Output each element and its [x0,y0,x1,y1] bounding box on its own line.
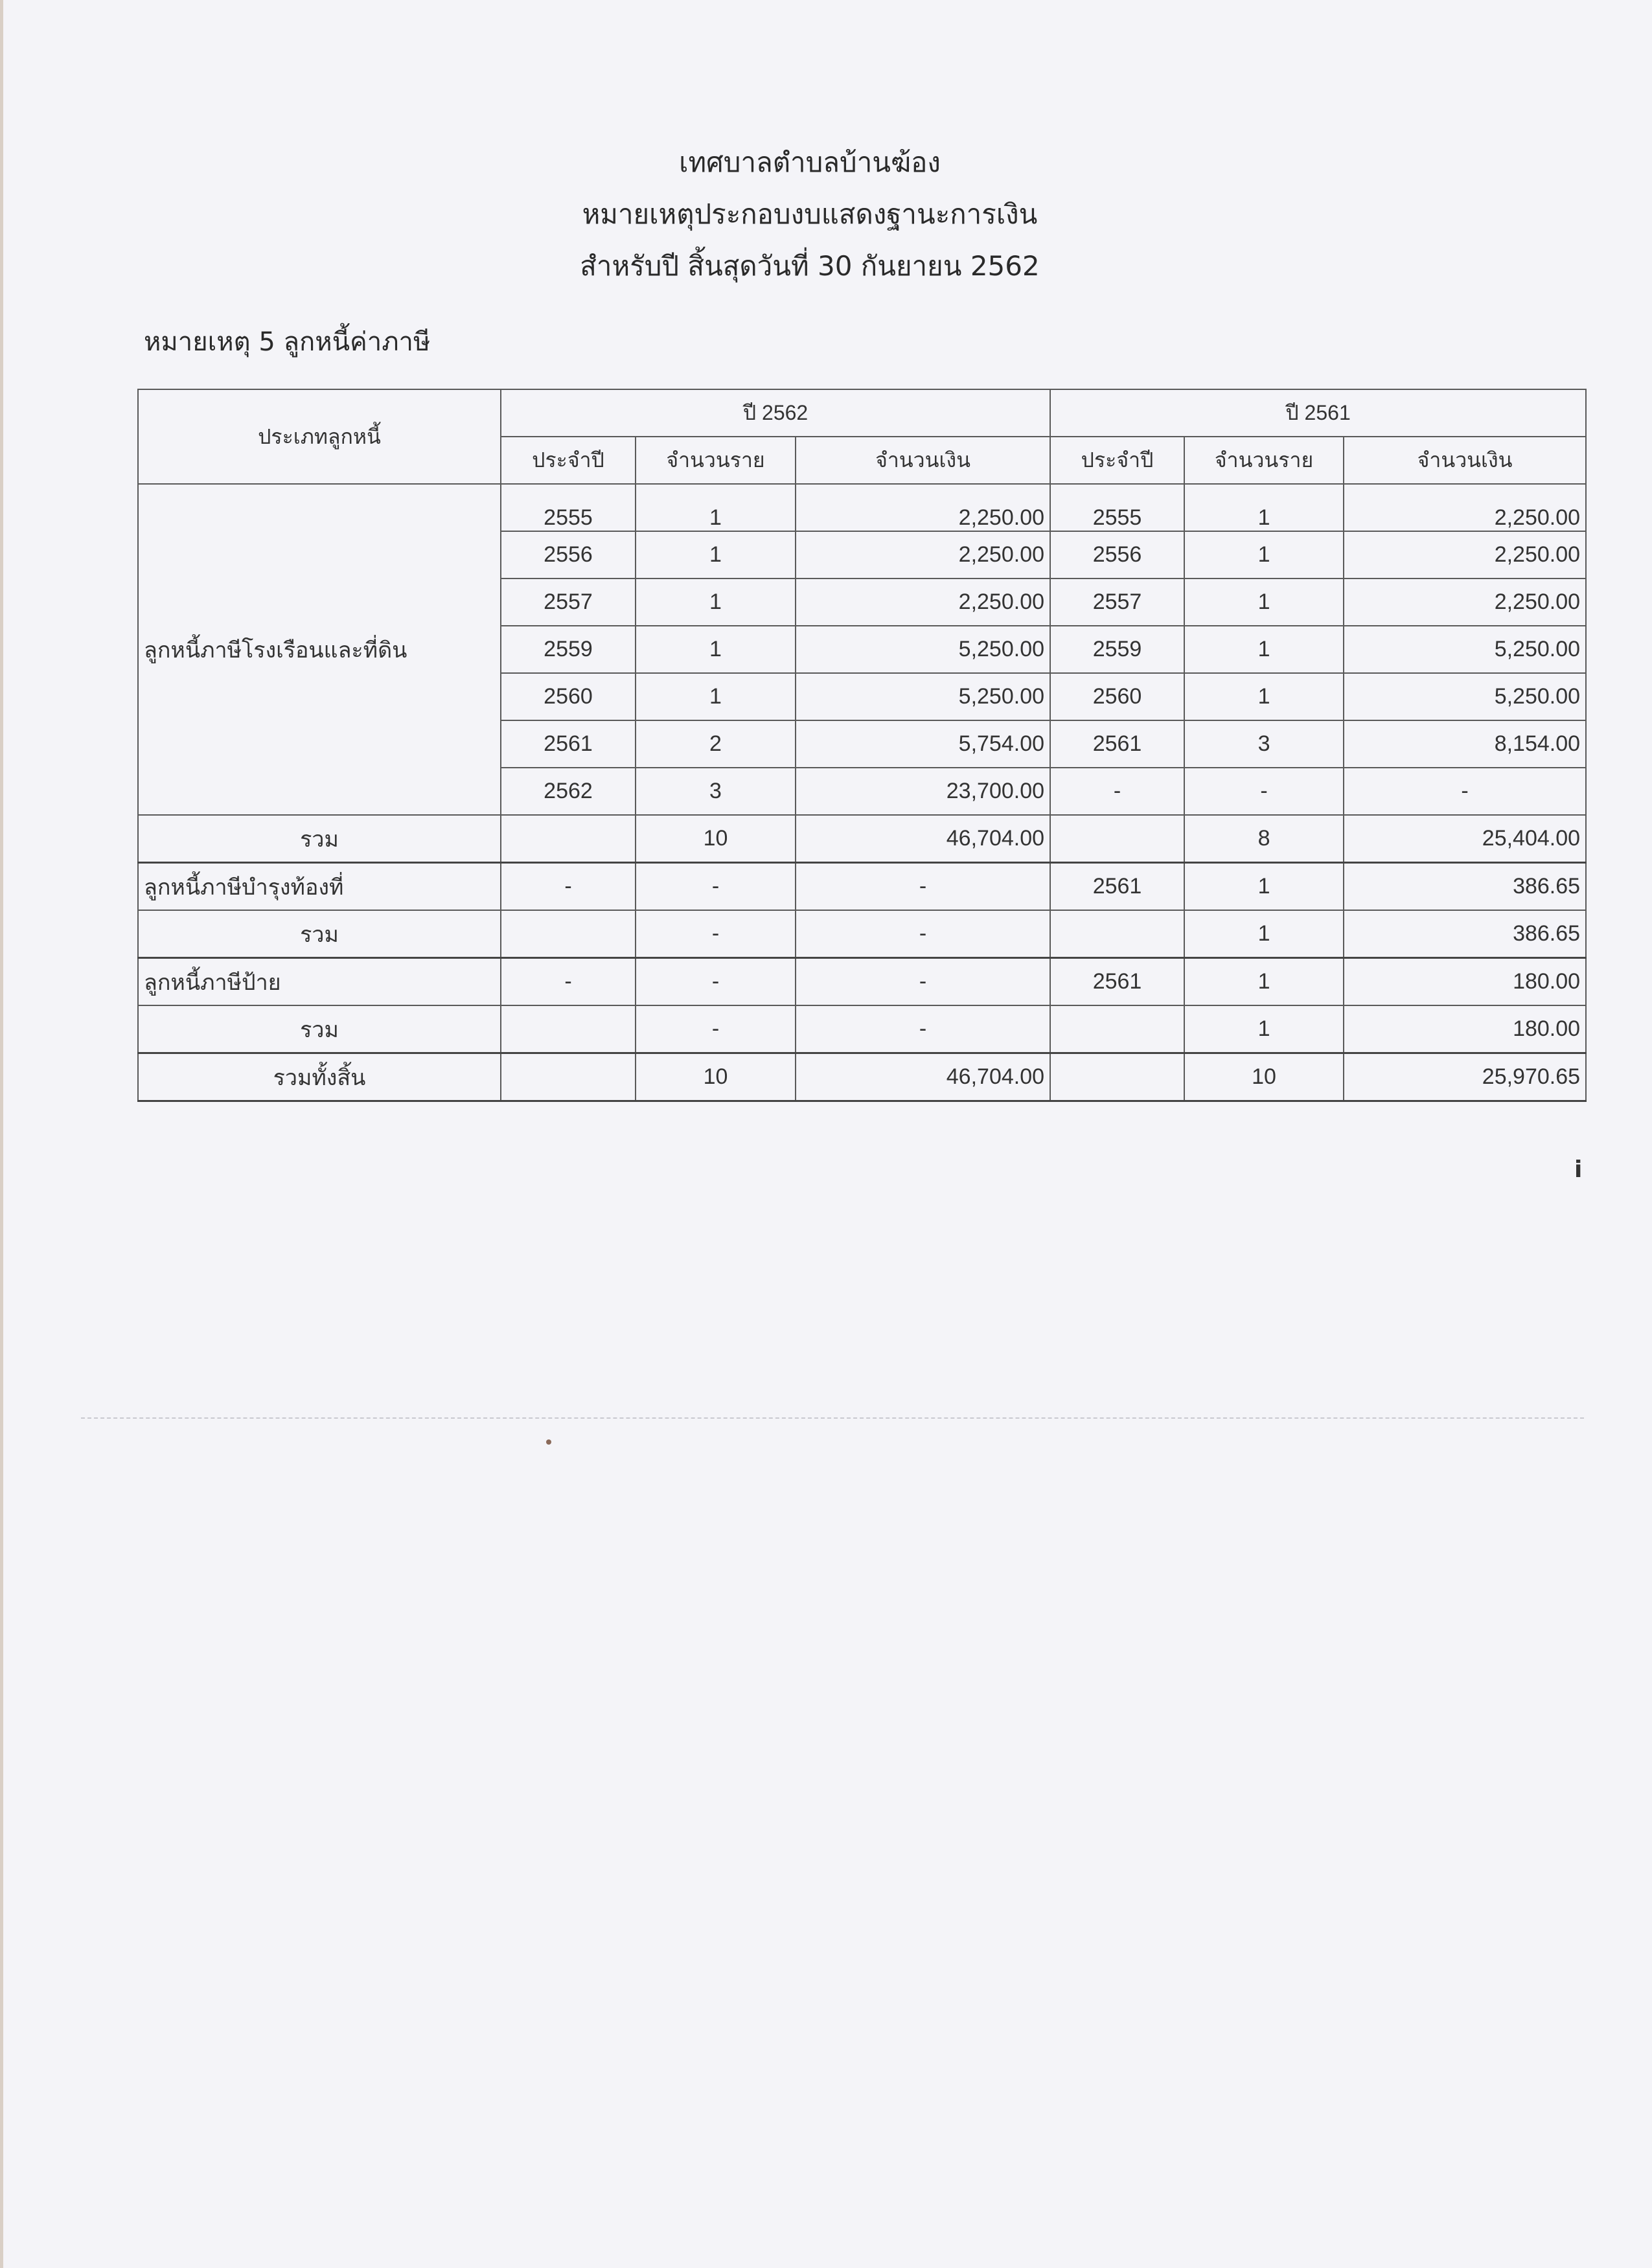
cell-year [1050,815,1184,863]
cell-year: 2560 [501,673,636,720]
house-land-tax-label: ลูกหนี้ภาษีโรงเรือนและที่ดิน [138,484,501,815]
cell-amount: 180.00 [1344,1005,1586,1053]
header-debtor-type: ประเภทลูกหนี้ [138,389,501,484]
cell-year: 2561 [501,720,636,768]
local-maintenance-tax-label: ลูกหนี้ภาษีบำรุงท้องที่ [138,863,501,911]
subtotal-row [138,910,1586,958]
cell-count: 10 [636,815,796,863]
cell-count: 10 [1184,1053,1344,1101]
cell-year: 2559 [1050,626,1184,673]
header-2561-year: ประจำปี [1050,437,1184,484]
subtotal-label: รวม [138,1005,501,1053]
cell-year [1050,1005,1184,1053]
cell-year: 2561 [1050,958,1184,1006]
cell-amount: 2,250.00 [1344,531,1586,578]
header-2561-count: จำนวนราย [1184,437,1344,484]
cell-year [501,1005,636,1053]
cell-year: 2561 [1050,720,1184,768]
cell-year [1050,1053,1184,1101]
cell-amount: 5,250.00 [1344,626,1586,673]
cell-count: - [636,1005,796,1053]
cell-amount: 46,704.00 [796,1053,1050,1101]
cell-year: 2562 [501,768,636,815]
cell-count: - [636,910,796,958]
cell-amount: 25,404.00 [1344,815,1586,863]
cell-amount: - [796,910,1050,958]
cell-year: 2557 [1050,578,1184,626]
cell-count: 10 [636,1053,796,1101]
cell-count: 1 [636,626,796,673]
handwritten-mark-icon: ⅰ [1574,1156,1583,1183]
cell-year: - [501,863,636,911]
cell-count: 1 [1184,673,1344,720]
cell-year: 2555 [1050,484,1184,531]
cell-year [1050,910,1184,958]
cell-count: 1 [1184,531,1344,578]
cell-count: 8 [1184,815,1344,863]
cell-amount: 2,250.00 [796,578,1050,626]
header-2562-count: จำนวนราย [636,437,796,484]
note-title: หมายเหตุ 5 ลูกหนี้ค่าภาษี [144,327,431,357]
cell-count: 1 [636,484,796,531]
subtotal-row [138,1005,1586,1053]
header-year-2562: ปี 2562 [501,389,1050,437]
cell-amount: - [796,1005,1050,1053]
cell-count: 1 [636,578,796,626]
cell-year: - [501,958,636,1006]
cell-count: 3 [636,768,796,815]
cell-count: 1 [1184,578,1344,626]
header-2562-year: ประจำปี [501,437,636,484]
cell-amount: - [796,958,1050,1006]
cell-count: 1 [1184,958,1344,1006]
cell-year: 2556 [501,531,636,578]
period-subtitle: สำหรับปี สิ้นสุดวันที่ 30 กันยายน 2562 [580,250,1040,282]
cell-year: 2559 [501,626,636,673]
table-row [138,484,1586,531]
cell-year: 2560 [1050,673,1184,720]
cell-year [501,1053,636,1101]
scan-speck [546,1439,551,1445]
subtotal-label: รวม [138,910,501,958]
subtotal-label: รวม [138,815,501,863]
grand-total-label: รวมทั้งสิ้น [138,1053,501,1101]
header-2561-amount: จำนวนเงิน [1344,437,1586,484]
signboard-tax-label: ลูกหนี้ภาษีป้าย [138,958,501,1006]
cell-amount: 5,250.00 [1344,673,1586,720]
cell-year: 2555 [501,484,636,531]
cell-count: 1 [1184,910,1344,958]
fold-line [81,1417,1584,1419]
cell-year: 2561 [1050,863,1184,911]
cell-amount: 5,250.00 [796,626,1050,673]
cell-count: - [1184,768,1344,815]
cell-amount: 23,700.00 [796,768,1050,815]
cell-count: - [636,863,796,911]
cell-amount: - [1344,768,1586,815]
cell-amount: 386.65 [1344,910,1586,958]
cell-year: - [1050,768,1184,815]
cell-amount: 180.00 [1344,958,1586,1006]
cell-amount: 5,250.00 [796,673,1050,720]
header-year-2561: ปี 2561 [1050,389,1586,437]
cell-amount: 8,154.00 [1344,720,1586,768]
cell-count: 1 [1184,863,1344,911]
statement-title: หมายเหตุประกอบงบแสดงฐานะการเงิน [582,198,1038,230]
grand-total-row [138,1053,1586,1101]
cell-count: 2 [636,720,796,768]
cell-amount: 2,250.00 [1344,484,1586,531]
cell-count: 1 [1184,626,1344,673]
cell-year [501,815,636,863]
subtotal-row [138,815,1586,863]
cell-count: 3 [1184,720,1344,768]
cell-count: - [636,958,796,1006]
table-row [138,958,1586,1006]
cell-count: 1 [1184,484,1344,531]
cell-year: 2556 [1050,531,1184,578]
cell-amount: 2,250.00 [796,484,1050,531]
cell-amount: 5,754.00 [796,720,1050,768]
cell-amount: - [796,863,1050,911]
header-2562-amount: จำนวนเงิน [796,437,1050,484]
cell-amount: 2,250.00 [1344,578,1586,626]
cell-count: 1 [636,673,796,720]
cell-amount: 46,704.00 [796,815,1050,863]
page-edge [0,0,3,2268]
cell-amount: 386.65 [1344,863,1586,911]
tax-receivables-table [137,389,1587,1102]
cell-amount: 25,970.65 [1344,1053,1586,1101]
cell-count: 1 [636,531,796,578]
cell-year: 2557 [501,578,636,626]
cell-amount: 2,250.00 [796,531,1050,578]
municipality-name: เทศบาลตำบลบ้านฆ้อง [679,146,941,178]
cell-count: 1 [1184,1005,1344,1053]
cell-year [501,910,636,958]
table-row [138,863,1586,911]
